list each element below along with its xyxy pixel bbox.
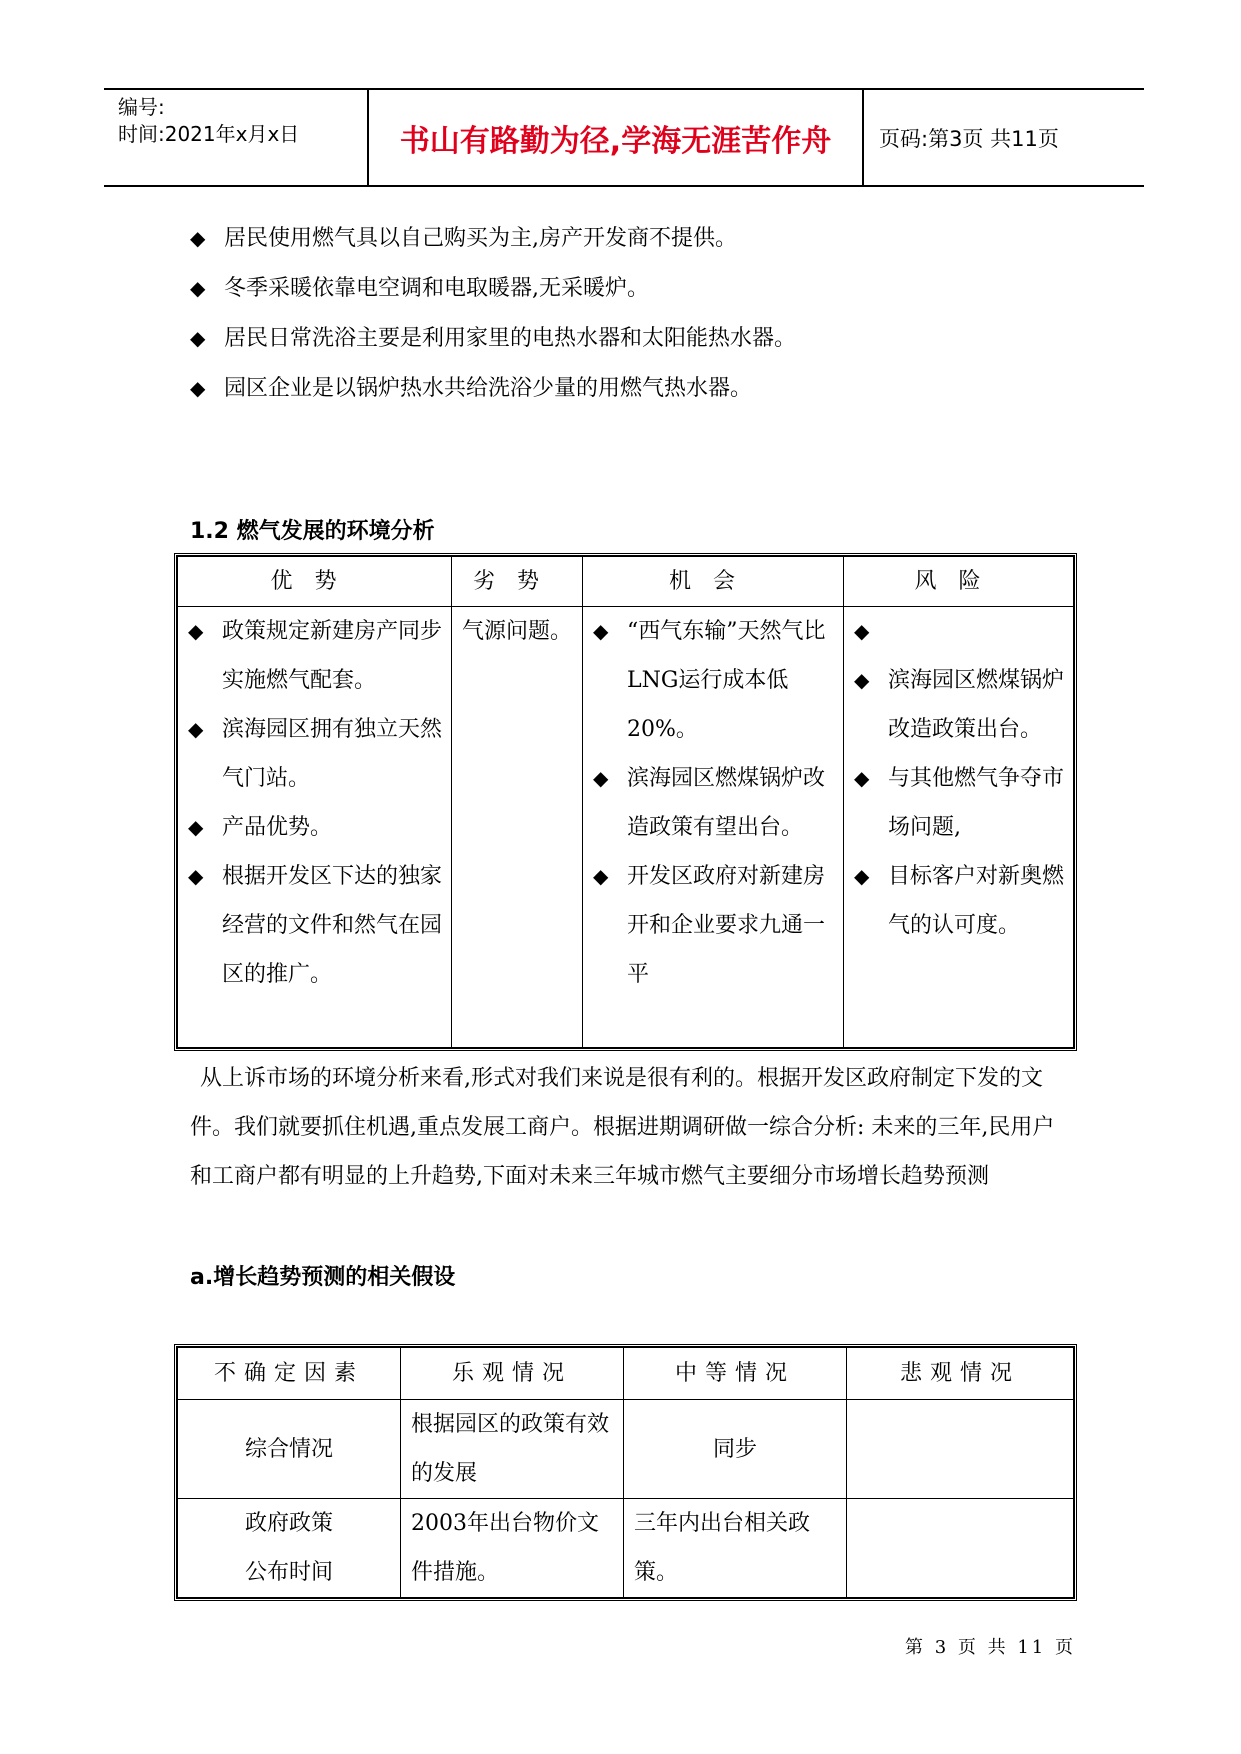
weaknesses-cell (452, 607, 583, 1048)
list-item: ◆ 开发区政府对新建房开和企业要求九通一平 (583, 852, 843, 999)
header-meta (104, 90, 369, 185)
table-row (178, 1400, 1074, 1499)
diamond-bullet-icon: ◆ (190, 376, 206, 400)
bullet-list (190, 218, 796, 418)
number-label: 编号: (118, 95, 165, 119)
diamond-bullet-icon: ◆ (593, 766, 609, 790)
diamond-bullet-icon: ◆ (854, 864, 870, 888)
header-pessimistic: 悲观情况 (847, 1348, 1074, 1400)
diamond-bullet-icon: ◆ (593, 619, 609, 643)
list-item: ◆ 根据开发区下达的独家经营的文件和然气在园区的推广。 (178, 852, 451, 999)
diamond-bullet-icon: ◆ (593, 864, 609, 888)
list-item: ◆ 滨海园区燃煤锅炉改造政策出台。 (844, 656, 1073, 754)
list-item: ◆ 产品优势。 (178, 803, 451, 852)
diamond-bullet-icon: ◆ (188, 619, 204, 643)
header-factor: 不确定因素 (178, 1348, 401, 1400)
header-strengths: 优势 (178, 557, 452, 607)
pessimistic-cell (847, 1499, 1074, 1598)
list-item: ◆ 目标客户对新奥燃气的认可度。 (844, 852, 1073, 950)
header-weaknesses: 劣势 (452, 557, 583, 607)
factor-cell: 政府政策公布时间 (178, 1499, 401, 1598)
pessimistic-cell (847, 1400, 1074, 1499)
diamond-bullet-icon: ◆ (188, 717, 204, 741)
list-item: ◆ 居民使用燃气具以自己购买为主,房产开发商不提供。 (190, 218, 796, 268)
list-item (844, 607, 1073, 656)
weakness-text: 气源问题。 (462, 619, 573, 644)
diamond-bullet-icon: ◆ (854, 766, 870, 790)
diamond-bullet-icon: ◆ (190, 276, 206, 300)
header-page-number: 页码:第3页 共11页 (879, 126, 1059, 151)
list-item: ◆ 冬季采暖依靠电空调和电取暖器,无采暖炉。 (190, 268, 796, 318)
header-medium: 中等情况 (624, 1348, 847, 1400)
header-opportunities: 机会 (583, 557, 844, 607)
table-row (178, 1499, 1074, 1598)
medium-cell: 三年内出台相关政策。 (624, 1499, 847, 1598)
header-optimistic: 乐观情况 (401, 1348, 624, 1400)
diamond-bullet-icon: ◆ (190, 226, 206, 250)
risks-cell (844, 607, 1074, 1048)
section-title: 1.2 燃气发展的环境分析 (190, 519, 435, 544)
time-label: 时间:2021年x月x日 (118, 122, 300, 146)
diamond-bullet-icon: ◆ (188, 815, 204, 839)
list-item: ◆ “西气东输”天然气比LNG运行成本低20%。 (583, 607, 843, 754)
diamond-bullet-icon: ◆ (190, 326, 206, 350)
page-footer: 第 3 页 共 11 页 (905, 1637, 1076, 1658)
analysis-paragraph: 从上诉市场的环境分析来看,形式对我们来说是很有利的。根据开发区政府制定下发的文件。我们就要抓住机遇,重点发展工商户。根据进期调研做一综合分析: 未来的三年,民用户和工商户都有明显的上升趋势,下面对未来三年城市燃气主要细分市场增长趋势预测 (190, 1066, 1055, 1189)
strengths-cell (178, 607, 452, 1048)
swot-table (177, 556, 1074, 1048)
header-motto: 书山有路勤为径,学海无涯苦作舟 (369, 90, 864, 185)
list-item: ◆ 园区企业是以锅炉热水共给洗浴少量的用燃气热水器。 (190, 368, 796, 418)
opportunities-cell (583, 607, 844, 1048)
diamond-bullet-icon: ◆ (188, 864, 204, 888)
optimistic-cell: 根据园区的政策有效的发展 (401, 1400, 624, 1499)
list-item: ◆ 滨海园区燃煤锅炉改造政策有望出台。 (583, 754, 843, 852)
list-item: ◆ 与其他燃气争夺市场问题, (844, 754, 1073, 852)
diamond-bullet-icon: ◆ (854, 668, 870, 692)
list-item: ◆ 政策规定新建房产同步实施燃气配套。 (178, 607, 451, 705)
diamond-bullet-icon: ◆ (854, 619, 870, 643)
optimistic-cell: 2003年出台物价文件措施。 (401, 1499, 624, 1598)
assumptions-table (177, 1347, 1074, 1598)
medium-cell: 同步 (624, 1400, 847, 1499)
list-item: ◆ 居民日常洗浴主要是利用家里的电热水器和太阳能热水器。 (190, 318, 796, 368)
header-risks: 风险 (844, 557, 1074, 607)
subsection-title: a.增长趋势预测的相关假设 (190, 1265, 456, 1290)
factor-cell: 综合情况 (178, 1400, 401, 1499)
page-header (104, 88, 1144, 187)
list-item: ◆ 滨海园区拥有独立天然气门站。 (178, 705, 451, 803)
